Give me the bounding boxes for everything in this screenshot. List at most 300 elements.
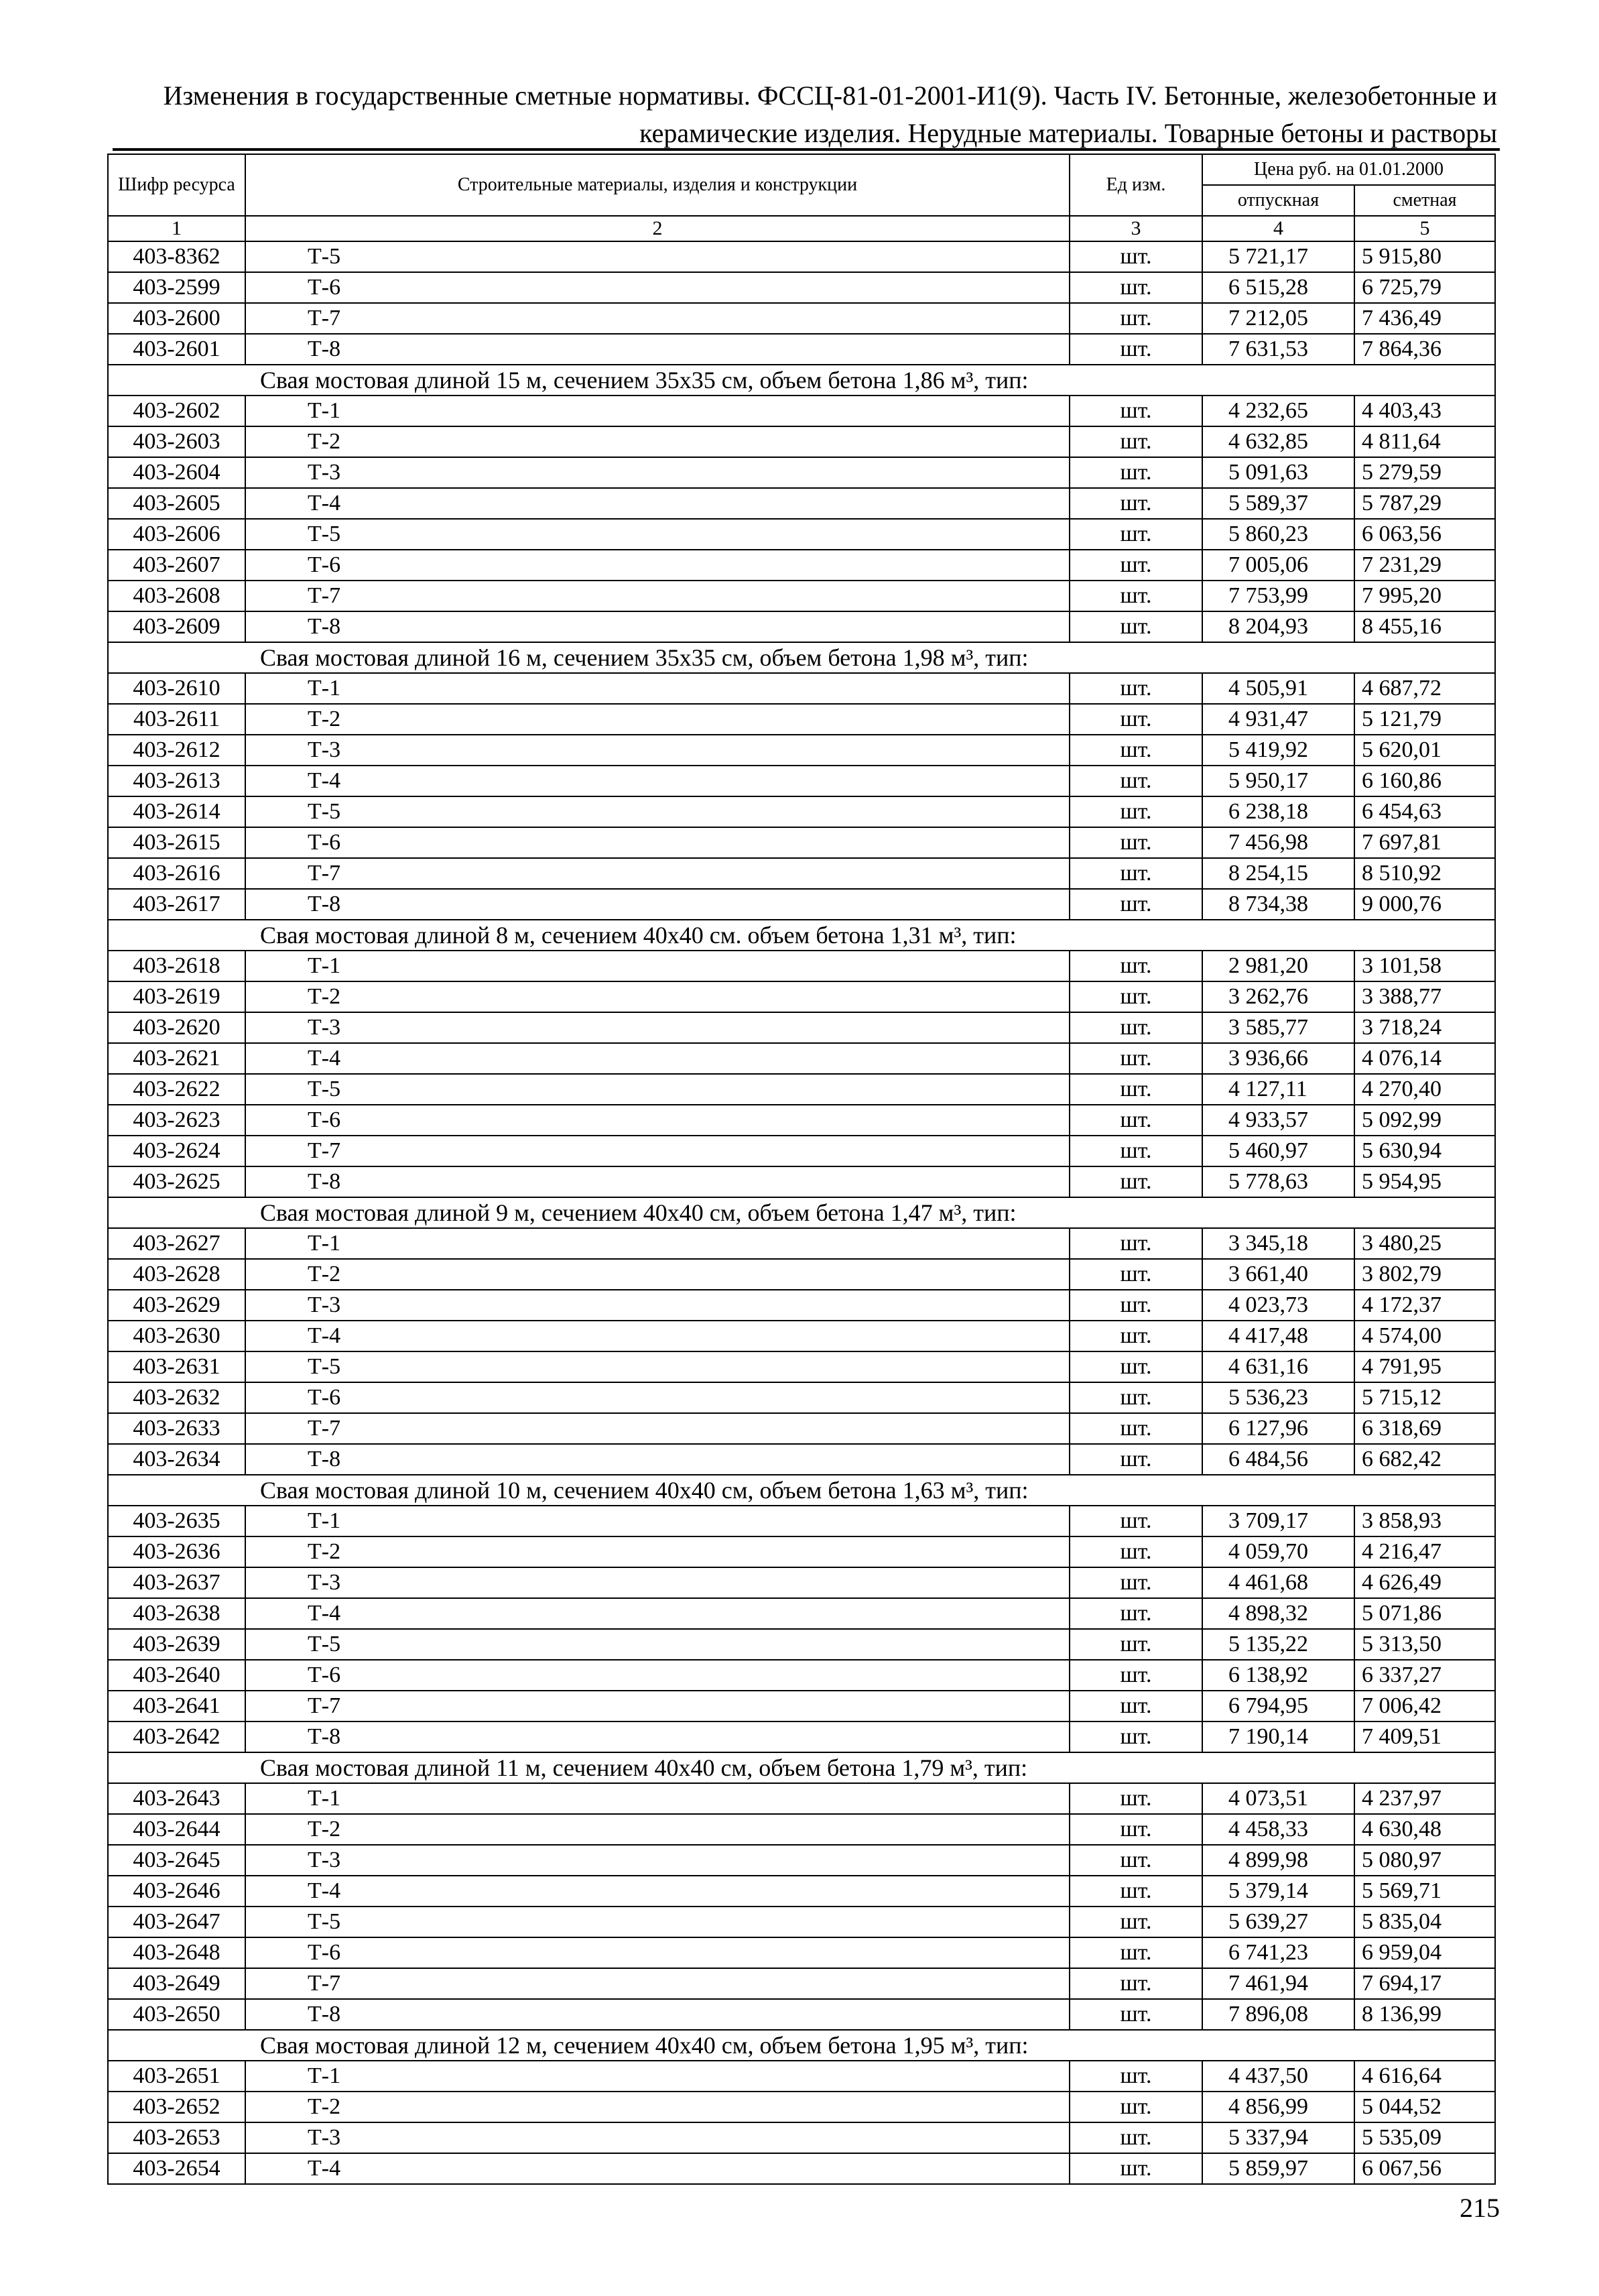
item-name-cell: Т-4 (245, 1321, 1070, 1351)
price-estimate-cell: 6 682,42 (1354, 1444, 1495, 1475)
price-release-cell: 5 419,92 (1202, 735, 1354, 766)
price-estimate-cell: 9 000,76 (1354, 889, 1495, 920)
table-row (108, 796, 1495, 827)
item-name-cell: Т-5 (245, 241, 1070, 272)
table-row (108, 1290, 1495, 1321)
table-row (108, 396, 1495, 426)
table-row (108, 1907, 1495, 1937)
price-estimate-cell: 5 835,04 (1354, 1907, 1495, 1937)
item-name-cell: Т-2 (245, 1536, 1070, 1567)
table-row (108, 1783, 1495, 1814)
item-name-cell: Т-5 (245, 796, 1070, 827)
item-name-cell: Т-7 (245, 1136, 1070, 1166)
price-estimate-cell: 7 006,42 (1354, 1691, 1495, 1721)
table-row (108, 1660, 1495, 1691)
unit-cell: шт. (1070, 1876, 1202, 1907)
item-name-cell: Т-5 (245, 1351, 1070, 1382)
item-name-cell: Т-2 (245, 704, 1070, 735)
item-name-cell: Т-8 (245, 1999, 1070, 2030)
table-row (108, 1351, 1495, 1382)
price-estimate-cell: 4 630,48 (1354, 1814, 1495, 1845)
price-estimate-cell: 7 694,17 (1354, 1968, 1495, 1999)
table-row (108, 1536, 1495, 1567)
item-name-cell: Т-7 (245, 1691, 1070, 1721)
group-header-row (108, 642, 1495, 673)
item-name-cell: Т-6 (245, 550, 1070, 581)
item-name-cell: Т-6 (245, 1105, 1070, 1136)
resource-code-cell: 403-2641 (108, 1691, 245, 1721)
price-release-cell: 6 794,95 (1202, 1691, 1354, 1721)
item-name-cell: Т-7 (245, 858, 1070, 889)
resource-code-cell: 403-2600 (108, 303, 245, 334)
table-row (108, 581, 1495, 611)
unit-cell: шт. (1070, 1814, 1202, 1845)
resource-code-cell: 403-2603 (108, 426, 245, 457)
price-release-cell: 2 981,20 (1202, 951, 1354, 981)
price-release-cell: 5 536,23 (1202, 1382, 1354, 1413)
price-release-cell: 3 262,76 (1202, 981, 1354, 1012)
table-row (108, 1691, 1495, 1721)
group-header-row (108, 920, 1495, 951)
unit-cell: шт. (1070, 1567, 1202, 1598)
unit-cell: шт. (1070, 1629, 1202, 1660)
price-estimate-cell: 5 071,86 (1354, 1598, 1495, 1629)
unit-cell: шт. (1070, 827, 1202, 858)
resource-code-cell: 403-2621 (108, 1043, 245, 1074)
table-row (108, 303, 1495, 334)
price-estimate-cell: 5 915,80 (1354, 241, 1495, 272)
table-row (108, 488, 1495, 519)
price-release-cell: 5 860,23 (1202, 519, 1354, 550)
price-release-cell: 3 936,66 (1202, 1043, 1354, 1074)
table-row (108, 2061, 1495, 2092)
table-row (108, 1444, 1495, 1475)
unit-cell: шт. (1070, 1598, 1202, 1629)
price-estimate-cell: 7 436,49 (1354, 303, 1495, 334)
item-name-cell: Т-3 (245, 735, 1070, 766)
item-name-cell: Т-8 (245, 1166, 1070, 1197)
item-name-cell: Т-3 (245, 1845, 1070, 1876)
item-name-cell: Т-1 (245, 673, 1070, 704)
unit-cell: шт. (1070, 1136, 1202, 1166)
price-release-cell: 4 232,65 (1202, 396, 1354, 426)
price-estimate-cell: 5 630,94 (1354, 1136, 1495, 1166)
group-header-row (108, 365, 1495, 396)
price-estimate-cell: 5 313,50 (1354, 1629, 1495, 1660)
group-header-row (108, 1475, 1495, 1506)
price-release-cell: 4 073,51 (1202, 1783, 1354, 1814)
price-release-cell: 7 005,06 (1202, 550, 1354, 581)
item-name-cell: Т-7 (245, 303, 1070, 334)
unit-cell: шт. (1070, 1907, 1202, 1937)
group-header-row (108, 2030, 1495, 2061)
unit-cell: шт. (1070, 1043, 1202, 1074)
price-estimate-cell: 6 337,27 (1354, 1660, 1495, 1691)
price-release-cell: 8 204,93 (1202, 611, 1354, 642)
unit-cell: шт. (1070, 1660, 1202, 1691)
item-name-cell: Т-2 (245, 2092, 1070, 2122)
price-release-cell: 4 931,47 (1202, 704, 1354, 735)
unit-cell: шт. (1070, 766, 1202, 796)
resource-code-cell: 403-2653 (108, 2122, 245, 2153)
price-release-cell: 5 135,22 (1202, 1629, 1354, 1660)
item-name-cell: Т-6 (245, 1660, 1070, 1691)
table-row (108, 1598, 1495, 1629)
item-name-cell: Т-6 (245, 827, 1070, 858)
group-title: Свая мостовая длиной 11 м, сечением 40x40 см, объем бетона 1,79 м³, тип: (108, 1752, 1495, 1783)
resource-code-cell: 403-2650 (108, 1999, 245, 2030)
header-code: Шифр ресурса (108, 154, 245, 216)
resource-code-cell: 403-2620 (108, 1012, 245, 1043)
price-release-cell: 7 631,53 (1202, 334, 1354, 365)
group-title: Свая мостовая длиной 16 м, сечением 35x35 см, объем бетона 1,98 м³, тип: (108, 642, 1495, 673)
price-estimate-cell: 4 403,43 (1354, 396, 1495, 426)
item-name-cell: Т-8 (245, 334, 1070, 365)
table-row (108, 1382, 1495, 1413)
price-estimate-cell: 8 455,16 (1354, 611, 1495, 642)
unit-cell: шт. (1070, 1105, 1202, 1136)
price-estimate-cell: 8 510,92 (1354, 858, 1495, 889)
table-row (108, 1876, 1495, 1907)
price-estimate-cell: 3 388,77 (1354, 981, 1495, 1012)
resource-code-cell: 403-2619 (108, 981, 245, 1012)
group-header-row (108, 1752, 1495, 1783)
unit-cell: шт. (1070, 1968, 1202, 1999)
price-estimate-cell: 4 270,40 (1354, 1074, 1495, 1105)
item-name-cell: Т-8 (245, 1721, 1070, 1752)
price-estimate-cell: 6 959,04 (1354, 1937, 1495, 1968)
price-release-cell: 4 023,73 (1202, 1290, 1354, 1321)
price-release-cell: 6 515,28 (1202, 272, 1354, 303)
unit-cell: шт. (1070, 981, 1202, 1012)
table-row (108, 735, 1495, 766)
column-numbers-row (108, 216, 1495, 241)
resource-code-cell: 403-2628 (108, 1259, 245, 1290)
price-estimate-cell: 5 535,09 (1354, 2122, 1495, 2153)
price-estimate-cell: 6 454,63 (1354, 796, 1495, 827)
unit-cell: шт. (1070, 704, 1202, 735)
unit-cell: шт. (1070, 2092, 1202, 2122)
unit-cell: шт. (1070, 1321, 1202, 1351)
group-title: Свая мостовая длиной 10 м, сечением 40x40 см, объем бетона 1,63 м³, тип: (108, 1475, 1495, 1506)
resource-code-cell: 403-2646 (108, 1876, 245, 1907)
table-row (108, 1968, 1495, 1999)
resource-code-cell: 403-2610 (108, 673, 245, 704)
item-name-cell: Т-1 (245, 2061, 1070, 2092)
price-estimate-cell: 3 858,93 (1354, 1506, 1495, 1536)
unit-cell: шт. (1070, 1413, 1202, 1444)
resource-code-cell: 403-2652 (108, 2092, 245, 2122)
price-release-cell: 4 417,48 (1202, 1321, 1354, 1351)
resource-code-cell: 403-2612 (108, 735, 245, 766)
price-estimate-cell: 5 080,97 (1354, 1845, 1495, 1876)
resource-code-cell: 403-2638 (108, 1598, 245, 1629)
price-release-cell: 5 460,97 (1202, 1136, 1354, 1166)
unit-cell: шт. (1070, 581, 1202, 611)
unit-cell: шт. (1070, 272, 1202, 303)
header-line-1: Изменения в государственные сметные нормативы. ФССЦ-81-01-2001-И1(9). Часть IV. Бетонные, железобетонные и (163, 80, 1497, 111)
price-estimate-cell: 3 101,58 (1354, 951, 1495, 981)
price-release-cell: 4 856,99 (1202, 2092, 1354, 2122)
price-release-cell: 3 585,77 (1202, 1012, 1354, 1043)
group-title: Свая мостовая длиной 8 м, сечением 40x40 см. объем бетона 1,31 м³, тип: (108, 920, 1495, 951)
price-release-cell: 5 639,27 (1202, 1907, 1354, 1937)
item-name-cell: Т-6 (245, 1382, 1070, 1413)
resource-code-cell: 403-2602 (108, 396, 245, 426)
table-row (108, 611, 1495, 642)
price-release-cell: 5 721,17 (1202, 241, 1354, 272)
unit-cell: шт. (1070, 1691, 1202, 1721)
price-estimate-cell: 6 160,86 (1354, 766, 1495, 796)
resource-code-cell: 403-2636 (108, 1536, 245, 1567)
price-release-cell: 3 709,17 (1202, 1506, 1354, 1536)
resource-code-cell: 403-2632 (108, 1382, 245, 1413)
page-number: 215 (1460, 2193, 1500, 2223)
price-release-cell: 5 091,63 (1202, 457, 1354, 488)
price-estimate-cell: 5 569,71 (1354, 1876, 1495, 1907)
resource-code-cell: 403-2634 (108, 1444, 245, 1475)
group-title: Свая мостовая длиной 15 м, сечением 35x35 см, объем бетона 1,86 м³, тип: (108, 365, 1495, 396)
unit-cell: шт. (1070, 889, 1202, 920)
price-estimate-cell: 5 715,12 (1354, 1382, 1495, 1413)
resource-code-cell: 403-2645 (108, 1845, 245, 1876)
item-name-cell: Т-5 (245, 1907, 1070, 1937)
price-release-cell: 6 127,96 (1202, 1413, 1354, 1444)
price-estimate-cell: 4 687,72 (1354, 673, 1495, 704)
resource-code-cell: 403-2608 (108, 581, 245, 611)
unit-cell: шт. (1070, 1937, 1202, 1968)
resource-code-cell: 403-2648 (108, 1937, 245, 1968)
resource-code-cell: 403-2643 (108, 1783, 245, 1814)
unit-cell: шт. (1070, 1074, 1202, 1105)
table-row (108, 1567, 1495, 1598)
item-name-cell: Т-1 (245, 1783, 1070, 1814)
price-release-cell: 4 933,57 (1202, 1105, 1354, 1136)
group-header-row (108, 1197, 1495, 1228)
table-row (108, 426, 1495, 457)
price-estimate-cell: 6 725,79 (1354, 272, 1495, 303)
price-release-cell: 4 059,70 (1202, 1536, 1354, 1567)
price-release-cell: 5 950,17 (1202, 766, 1354, 796)
header-unit: Ед изм. (1070, 154, 1202, 216)
item-name-cell: Т-2 (245, 981, 1070, 1012)
price-estimate-cell: 5 044,52 (1354, 2092, 1495, 2122)
item-name-cell: Т-3 (245, 1012, 1070, 1043)
table-row (108, 1043, 1495, 1074)
table-row (108, 519, 1495, 550)
unit-cell: шт. (1070, 550, 1202, 581)
table-row (108, 1105, 1495, 1136)
resource-code-cell: 403-2625 (108, 1166, 245, 1197)
unit-cell: шт. (1070, 1721, 1202, 1752)
resource-code-cell: 403-2606 (108, 519, 245, 550)
price-release-cell: 4 899,98 (1202, 1845, 1354, 1876)
price-estimate-cell: 4 791,95 (1354, 1351, 1495, 1382)
resource-code-cell: 403-2642 (108, 1721, 245, 1752)
item-name-cell: Т-5 (245, 1629, 1070, 1660)
table-row (108, 827, 1495, 858)
table-row (108, 766, 1495, 796)
price-estimate-cell: 5 121,79 (1354, 704, 1495, 735)
price-estimate-cell: 7 409,51 (1354, 1721, 1495, 1752)
price-release-cell: 4 461,68 (1202, 1567, 1354, 1598)
price-estimate-cell: 4 616,64 (1354, 2061, 1495, 2092)
unit-cell: шт. (1070, 1999, 1202, 2030)
price-estimate-cell: 6 318,69 (1354, 1413, 1495, 1444)
table-row (108, 1074, 1495, 1105)
table-row (108, 1136, 1495, 1166)
price-release-cell: 7 461,94 (1202, 1968, 1354, 1999)
unit-cell: шт. (1070, 334, 1202, 365)
resource-code-cell: 403-2607 (108, 550, 245, 581)
table-row (108, 1166, 1495, 1197)
resource-code-cell: 403-2644 (108, 1814, 245, 1845)
unit-cell: шт. (1070, 457, 1202, 488)
header-price-release: отпускная (1202, 185, 1354, 216)
item-name-cell: Т-6 (245, 272, 1070, 303)
item-name-cell: Т-1 (245, 951, 1070, 981)
unit-cell: шт. (1070, 396, 1202, 426)
unit-cell: шт. (1070, 858, 1202, 889)
unit-cell: шт. (1070, 241, 1202, 272)
price-estimate-cell: 4 574,00 (1354, 1321, 1495, 1351)
item-name-cell: Т-5 (245, 1074, 1070, 1105)
table-row (108, 951, 1495, 981)
resource-code-cell: 403-2609 (108, 611, 245, 642)
resource-code-cell: 403-2605 (108, 488, 245, 519)
price-release-cell: 3 345,18 (1202, 1228, 1354, 1259)
table-row (108, 1814, 1495, 1845)
table-row (108, 1228, 1495, 1259)
unit-cell: шт. (1070, 1506, 1202, 1536)
table-row (108, 272, 1495, 303)
price-estimate-cell: 7 231,29 (1354, 550, 1495, 581)
price-release-cell: 4 458,33 (1202, 1814, 1354, 1845)
resource-code-cell: 403-2614 (108, 796, 245, 827)
item-name-cell: Т-3 (245, 1290, 1070, 1321)
unit-cell: шт. (1070, 1536, 1202, 1567)
unit-cell: шт. (1070, 488, 1202, 519)
price-release-cell: 7 456,98 (1202, 827, 1354, 858)
table-row (108, 1321, 1495, 1351)
resource-code-cell: 403-2639 (108, 1629, 245, 1660)
price-estimate-cell: 5 954,95 (1354, 1166, 1495, 1197)
group-title: Свая мостовая длиной 9 м, сечением 40x40 см, объем бетона 1,47 м³, тип: (108, 1197, 1495, 1228)
price-release-cell: 5 337,94 (1202, 2122, 1354, 2153)
item-name-cell: Т-7 (245, 581, 1070, 611)
unit-cell: шт. (1070, 1228, 1202, 1259)
resource-code-cell: 403-2651 (108, 2061, 245, 2092)
unit-cell: шт. (1070, 1166, 1202, 1197)
price-estimate-cell: 5 279,59 (1354, 457, 1495, 488)
item-name-cell: Т-3 (245, 2122, 1070, 2153)
item-name-cell: Т-8 (245, 1444, 1070, 1475)
col-number: 3 (1070, 216, 1202, 241)
unit-cell: шт. (1070, 2122, 1202, 2153)
price-release-cell: 7 212,05 (1202, 303, 1354, 334)
price-estimate-cell: 7 995,20 (1354, 581, 1495, 611)
resource-code-cell: 403-2618 (108, 951, 245, 981)
price-release-cell: 6 741,23 (1202, 1937, 1354, 1968)
header-name: Строительные материалы, изделия и конструкции (245, 154, 1070, 216)
table-row (108, 1937, 1495, 1968)
table-row (108, 1629, 1495, 1660)
table-row (108, 1506, 1495, 1536)
col-number: 5 (1354, 216, 1495, 241)
table-row (108, 2122, 1495, 2153)
price-release-cell: 4 632,85 (1202, 426, 1354, 457)
price-estimate-cell: 5 787,29 (1354, 488, 1495, 519)
resource-code-cell: 403-2635 (108, 1506, 245, 1536)
price-release-cell: 5 859,97 (1202, 2153, 1354, 2184)
header-price-group: Цена руб. на 01.01.2000 (1202, 154, 1495, 185)
resource-code-cell: 403-2630 (108, 1321, 245, 1351)
price-release-cell: 6 238,18 (1202, 796, 1354, 827)
table-row (108, 858, 1495, 889)
unit-cell: шт. (1070, 303, 1202, 334)
resource-code-cell: 403-2601 (108, 334, 245, 365)
item-name-cell: Т-1 (245, 1228, 1070, 1259)
price-release-cell: 4 505,91 (1202, 673, 1354, 704)
price-estimate-cell: 6 063,56 (1354, 519, 1495, 550)
item-name-cell: Т-4 (245, 488, 1070, 519)
price-release-cell: 5 589,37 (1202, 488, 1354, 519)
resource-code-cell: 403-2629 (108, 1290, 245, 1321)
item-name-cell: Т-3 (245, 457, 1070, 488)
price-estimate-cell: 3 802,79 (1354, 1259, 1495, 1290)
item-name-cell: Т-3 (245, 1567, 1070, 1598)
unit-cell: шт. (1070, 611, 1202, 642)
price-release-cell: 4 127,11 (1202, 1074, 1354, 1105)
price-release-cell: 5 778,63 (1202, 1166, 1354, 1197)
resource-code-cell: 403-2604 (108, 457, 245, 488)
unit-cell: шт. (1070, 735, 1202, 766)
price-release-cell: 4 631,16 (1202, 1351, 1354, 1382)
item-name-cell: Т-2 (245, 1814, 1070, 1845)
table-row (108, 457, 1495, 488)
price-release-cell: 6 138,92 (1202, 1660, 1354, 1691)
table-header (108, 154, 1495, 241)
resource-code-cell: 403-2611 (108, 704, 245, 735)
resource-code-cell: 403-2624 (108, 1136, 245, 1166)
resource-code-cell: 403-2649 (108, 1968, 245, 1999)
item-name-cell: Т-8 (245, 889, 1070, 920)
unit-cell: шт. (1070, 951, 1202, 981)
resource-code-cell: 403-2633 (108, 1413, 245, 1444)
price-estimate-cell: 4 172,37 (1354, 1290, 1495, 1321)
table-row (108, 1999, 1495, 2030)
table-row (108, 1259, 1495, 1290)
item-name-cell: Т-2 (245, 1259, 1070, 1290)
table-row (108, 241, 1495, 272)
item-name-cell: Т-7 (245, 1413, 1070, 1444)
price-release-cell: 6 484,56 (1202, 1444, 1354, 1475)
table-row (108, 550, 1495, 581)
unit-cell: шт. (1070, 1444, 1202, 1475)
price-release-cell: 7 753,99 (1202, 581, 1354, 611)
item-name-cell: Т-4 (245, 2153, 1070, 2184)
resource-code-cell: 403-8362 (108, 241, 245, 272)
table-row (108, 2153, 1495, 2184)
price-release-cell: 3 661,40 (1202, 1259, 1354, 1290)
col-number: 4 (1202, 216, 1354, 241)
price-table (107, 154, 1496, 2185)
table-row (108, 1413, 1495, 1444)
price-release-cell: 8 254,15 (1202, 858, 1354, 889)
price-estimate-cell: 3 480,25 (1354, 1228, 1495, 1259)
table-row (108, 1845, 1495, 1876)
price-estimate-cell: 4 076,14 (1354, 1043, 1495, 1074)
